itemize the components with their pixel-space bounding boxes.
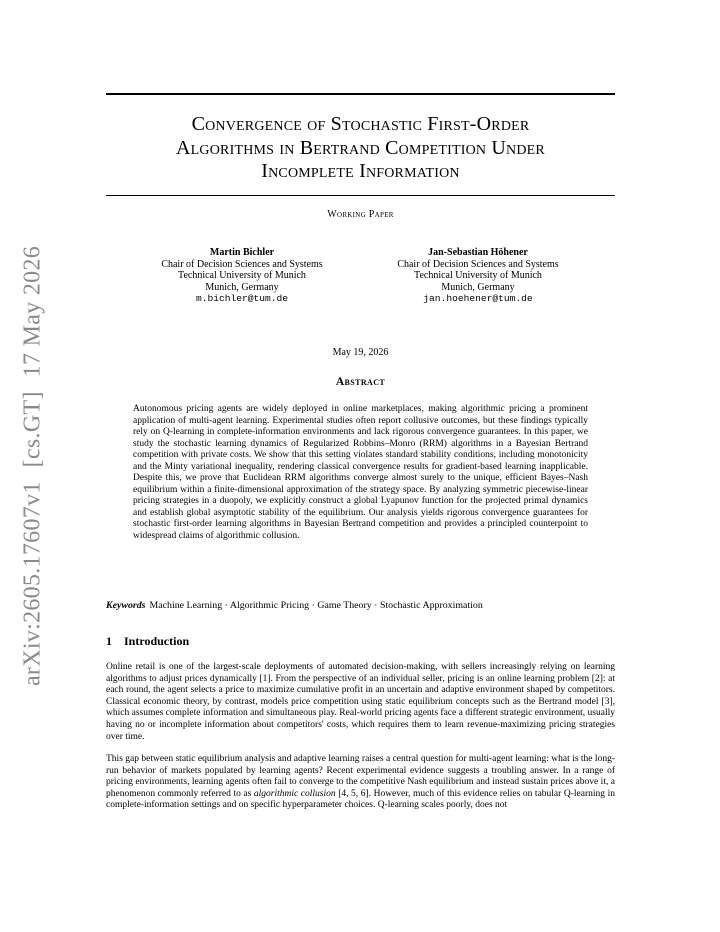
author-name: Jan-Sebastian Höhener xyxy=(428,247,528,258)
section-heading xyxy=(106,634,189,649)
author-location: Munich, Germany xyxy=(205,281,279,293)
author-block xyxy=(363,247,593,305)
section-title: Introduction xyxy=(124,634,190,648)
arxiv-identifier-stamp xyxy=(20,239,47,693)
author-block xyxy=(127,247,357,305)
title-line: Algorithms in Bertrand Competition Under xyxy=(176,136,545,159)
keywords-text: Machine Learning · Algorithmic Pricing · Game Theory · Stochastic Approximation xyxy=(149,600,483,611)
author-university: Technical University of Munich xyxy=(414,270,542,282)
title-rule-bottom xyxy=(106,195,615,196)
author-affiliation: Chair of Decision Sciences and Systems xyxy=(397,258,559,270)
section-number: 1 xyxy=(106,634,112,648)
author-name: Martin Bichler xyxy=(209,247,275,258)
paper-date: May 19, 2026 xyxy=(332,347,389,358)
arxiv-id: arXiv:2605.17607v1 xyxy=(19,481,46,687)
keywords-label: Keywords xyxy=(106,600,146,611)
author-university: Technical University of Munich xyxy=(178,270,306,282)
paragraph-text: This gap between static equilibrium analysis and adaptive learning raises a central question for multi-agent learning: what is the long-run behavior of markets populated by learning agents? Recent experimental evidence suggests a troubling answer. In a range of pricing environments, learning agents often fail to converge to the competitive Nash equilibrium and instead sustain prices above it, a phenomenon commonly referred to as xyxy=(106,754,615,799)
intro-paragraph: Online retail is one of the largest-scale deployments of automated decision-making, with sellers increasingly relying on learning algorithms to adjust prices dynamically [1]. From the perspective of an individual seller, pricing is an online learning problem [2]: at each round, the agent selects a price to maximize cumulative profit in an uncertain and adaptive environment shaped by competitors. Classical economic theory, by contrast, models price competition using static equilibrium concepts such as the Bertrand model [3], which assumes complete information and simultaneous play. Real-world pricing agents face a different strategic environment, usually having no or incomplete information about competitors' costs, which requires them to learn revenue-maximizing pricing strategies over time. xyxy=(106,662,615,742)
keywords-line xyxy=(106,600,615,611)
author-email[interactable]: m.bichler@tum.de xyxy=(195,293,289,305)
author-location: Munich, Germany xyxy=(441,281,515,293)
arxiv-category: [cs.GT] xyxy=(19,391,46,468)
paragraph-text: [4, 5, 6]. However, much of this evidence relies on tabular Q-learning in complete-information settings and on specific hyperparameter choices. Q-learning scales poorly, does not xyxy=(106,788,615,811)
abstract-text: Autonomous pricing agents are widely deployed in online marketplaces, making algorithmic pricing a prominent application of multi-agent learning. Experimental studies often report collusive outcomes, but these findings typically rely on Q-learning in complete-information environments and lack rigorous convergence guarantees. In this paper, we study the stochastic learning dynamics of Regularized Robbins–Monro (RRM) algorithms in a Bayesian Bertrand competition with private costs. We show that this setting violates standard stability conditions, including monotonicity and the Minty variational inequality, rendering classical convergence results for gradient-based learning inapplicable. Despite this, we prove that Euclidean RRM algorithms converge almost surely to the unique, efficient Bayes–Nash equilibrium within a finite-dimensional approximation of the strategy space. By analyzing symmetric piecewise-linear pricing strategies in a duopoly, we explicitly construct a global Lyapunov function for the projected primal dynamics and establish global asymptotic stability of the equilibrium. Our analysis yields rigorous convergence guarantees for stochastic first-order learning algorithms in Bayesian Bertrand competition and provides a principled counterpoint to widespread claims of algorithmic collusion. xyxy=(133,404,588,541)
title-rule-top xyxy=(106,93,615,95)
intro-paragraph xyxy=(106,754,615,812)
arxiv-date: 17 May 2026 xyxy=(19,245,46,378)
abstract-heading: Abstract xyxy=(335,376,386,388)
author-email[interactable]: jan.hoehener@tum.de xyxy=(423,293,533,305)
title-line: Convergence of Stochastic First-Order xyxy=(191,113,530,135)
emphasized-term: algorithmic collusion xyxy=(253,788,336,799)
title-line: Incomplete Information xyxy=(261,160,460,182)
author-affiliation: Chair of Decision Sciences and Systems xyxy=(161,258,323,270)
paper-title xyxy=(106,113,615,184)
paper-type-label: Working Paper xyxy=(327,209,394,220)
